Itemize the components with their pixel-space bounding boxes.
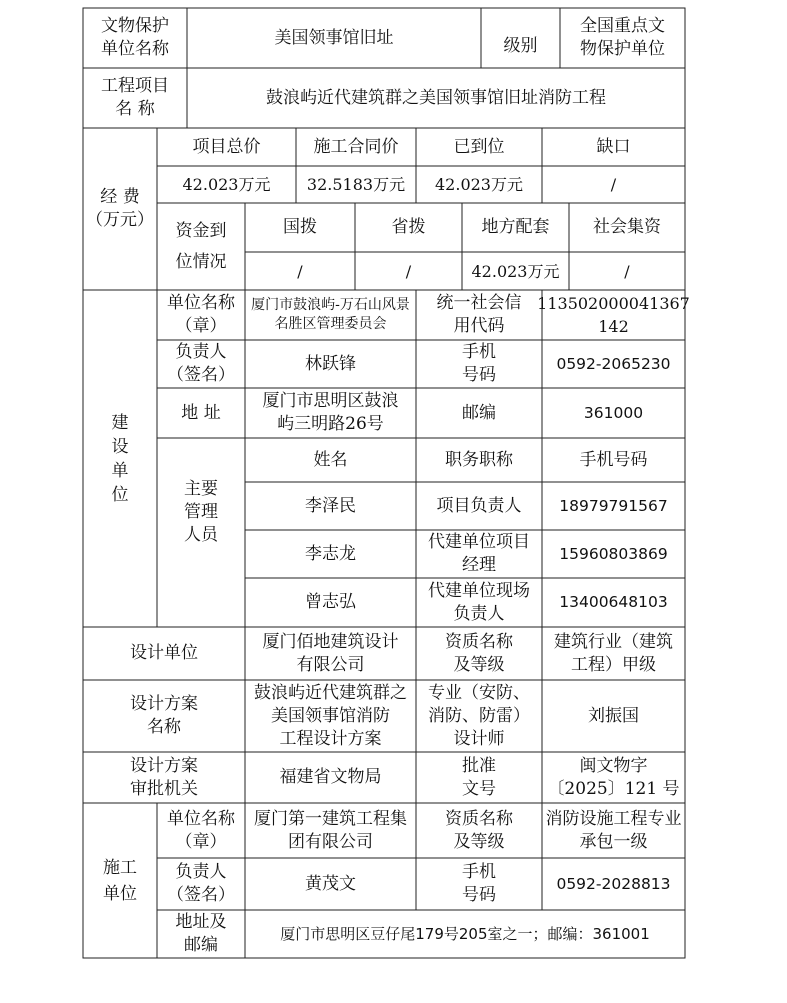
design-approval-value: 福建省文物局 <box>279 767 382 787</box>
construction-phone-value: 0592-2028813 <box>556 874 671 893</box>
design-qualification-value: 建筑行业（建筑 工程）甲级 <box>554 631 673 675</box>
build-name-value: 厦门市鼓浪屿-万石山风景 名胜区管理委员会 <box>251 297 410 332</box>
design-unit-label: 设计单位 <box>130 643 198 663</box>
staff-title-3: 代建单位现场 负责人 <box>428 580 530 624</box>
designer-value: 刘振国 <box>588 705 639 726</box>
staff-header-title: 职务职称 <box>445 449 513 470</box>
build-postcode-label: 邮编 <box>462 402 496 423</box>
build-head-value: 林跃锋 <box>305 353 356 374</box>
staff-name-2: 李志龙 <box>305 543 356 564</box>
construction-address-value: 厦门市思明区豆仔尾179号205室之一；邮编：361001 <box>280 924 650 943</box>
construction-head-label: 负责人 （签名） <box>167 862 235 905</box>
level-label: 级别 <box>503 35 538 56</box>
funding-source-label: 资金到 位情况 <box>175 220 227 272</box>
heritage-unit-value: 美国领事馆旧址 <box>274 27 394 48</box>
funding-value-received: 42.023万元 <box>435 175 523 194</box>
build-head-label: 负责人 （签名） <box>167 342 235 385</box>
design-approval-label: 设计方案 审批机关 <box>130 755 198 799</box>
staff-phone-2: 15960803869 <box>559 544 668 563</box>
construction-unit-label: 施工 单位 <box>103 857 137 904</box>
construction-name-label: 单位名称 （章） <box>167 808 235 852</box>
construction-name-value: 厦门第一建筑工程集 团有限公司 <box>254 808 407 852</box>
funding-source-social-value: / <box>624 261 630 281</box>
staff-name-3: 曾志弘 <box>305 592 356 612</box>
design-qualification-label: 资质名称 及等级 <box>445 631 513 675</box>
construction-head-value: 黄茂文 <box>305 873 356 894</box>
project-name-label: 工程项目 名 称 <box>101 76 169 119</box>
design-unit-value: 厦门佰地建筑设计 有限公司 <box>262 631 399 675</box>
staff-phone-1: 18979791567 <box>559 496 668 515</box>
staff-name-1: 李泽民 <box>305 495 356 516</box>
heritage-unit-label: 文物保护 单位名称 <box>101 16 169 59</box>
build-staff-label: 主要 管理 人员 <box>184 479 218 545</box>
build-credit-value: 113502000041367 142 <box>537 294 690 336</box>
approval-doc-value: 闽文物字 〔2025〕121 号 <box>547 755 680 799</box>
funding-header-total: 项目总价 <box>192 136 261 157</box>
funding-source-social: 社会集资 <box>593 217 661 237</box>
funding-source-provincial: 省拨 <box>391 217 426 237</box>
funding-header-contract: 施工合同价 <box>313 136 399 157</box>
funding-value-total: 42.023万元 <box>182 175 271 194</box>
construction-qualification-value: 消防设施工程专业 承包一级 <box>545 808 682 852</box>
staff-title-1: 项目负责人 <box>436 495 522 516</box>
level-value: 全国重点文 物保护单位 <box>580 16 665 59</box>
funding-source-national-value: / <box>297 261 303 281</box>
funding-source-local-value: 42.023万元 <box>471 261 560 281</box>
funding-source-national: 国拨 <box>283 217 317 237</box>
design-plan-label: 设计方案 名称 <box>130 694 198 737</box>
construction-address-label: 地址及 邮编 <box>175 912 227 955</box>
build-postcode-value: 361000 <box>583 403 644 422</box>
funding-source-local: 地方配套 <box>481 217 550 237</box>
approval-doc-label: 批准 文号 <box>462 755 496 799</box>
funding-value-contract: 32.5183万元 <box>306 175 406 194</box>
funding-header-received: 已到位 <box>453 136 505 157</box>
funding-label: 经 费 （万元） <box>86 187 154 230</box>
construction-qualification-label: 资质名称 及等级 <box>445 808 513 852</box>
staff-phone-3: 13400648103 <box>559 593 668 611</box>
build-unit-label: 建 设 单 位 <box>111 412 129 505</box>
build-address-value: 厦门市思明区鼓浪 屿三明路26号 <box>262 391 399 434</box>
staff-header-name: 姓名 <box>313 449 348 470</box>
staff-header-phone: 手机号码 <box>579 449 648 470</box>
funding-source-provincial-value: / <box>405 261 412 281</box>
build-credit-label: 统一社会信 用代码 <box>436 293 522 336</box>
funding-value-gap: / <box>610 175 617 194</box>
build-name-label: 单位名称 （章） <box>167 293 235 336</box>
build-address-label: 地 址 <box>181 402 221 423</box>
project-name-value: 鼓浪屿近代建筑群之美国领事馆旧址消防工程 <box>266 87 606 108</box>
funding-header-gap: 缺口 <box>596 136 631 157</box>
construction-phone-label: 手机 号码 <box>462 862 496 905</box>
build-phone-value: 0592-2065230 <box>556 354 671 373</box>
design-plan-value: 鼓浪屿近代建筑群之 美国领事馆消防 工程设计方案 <box>254 682 407 749</box>
designer-label: 专业（安防、 消防、防雷） 设计师 <box>428 682 530 749</box>
staff-title-2: 代建单位项目 经理 <box>428 532 530 575</box>
build-phone-label: 手机 号码 <box>462 342 496 385</box>
